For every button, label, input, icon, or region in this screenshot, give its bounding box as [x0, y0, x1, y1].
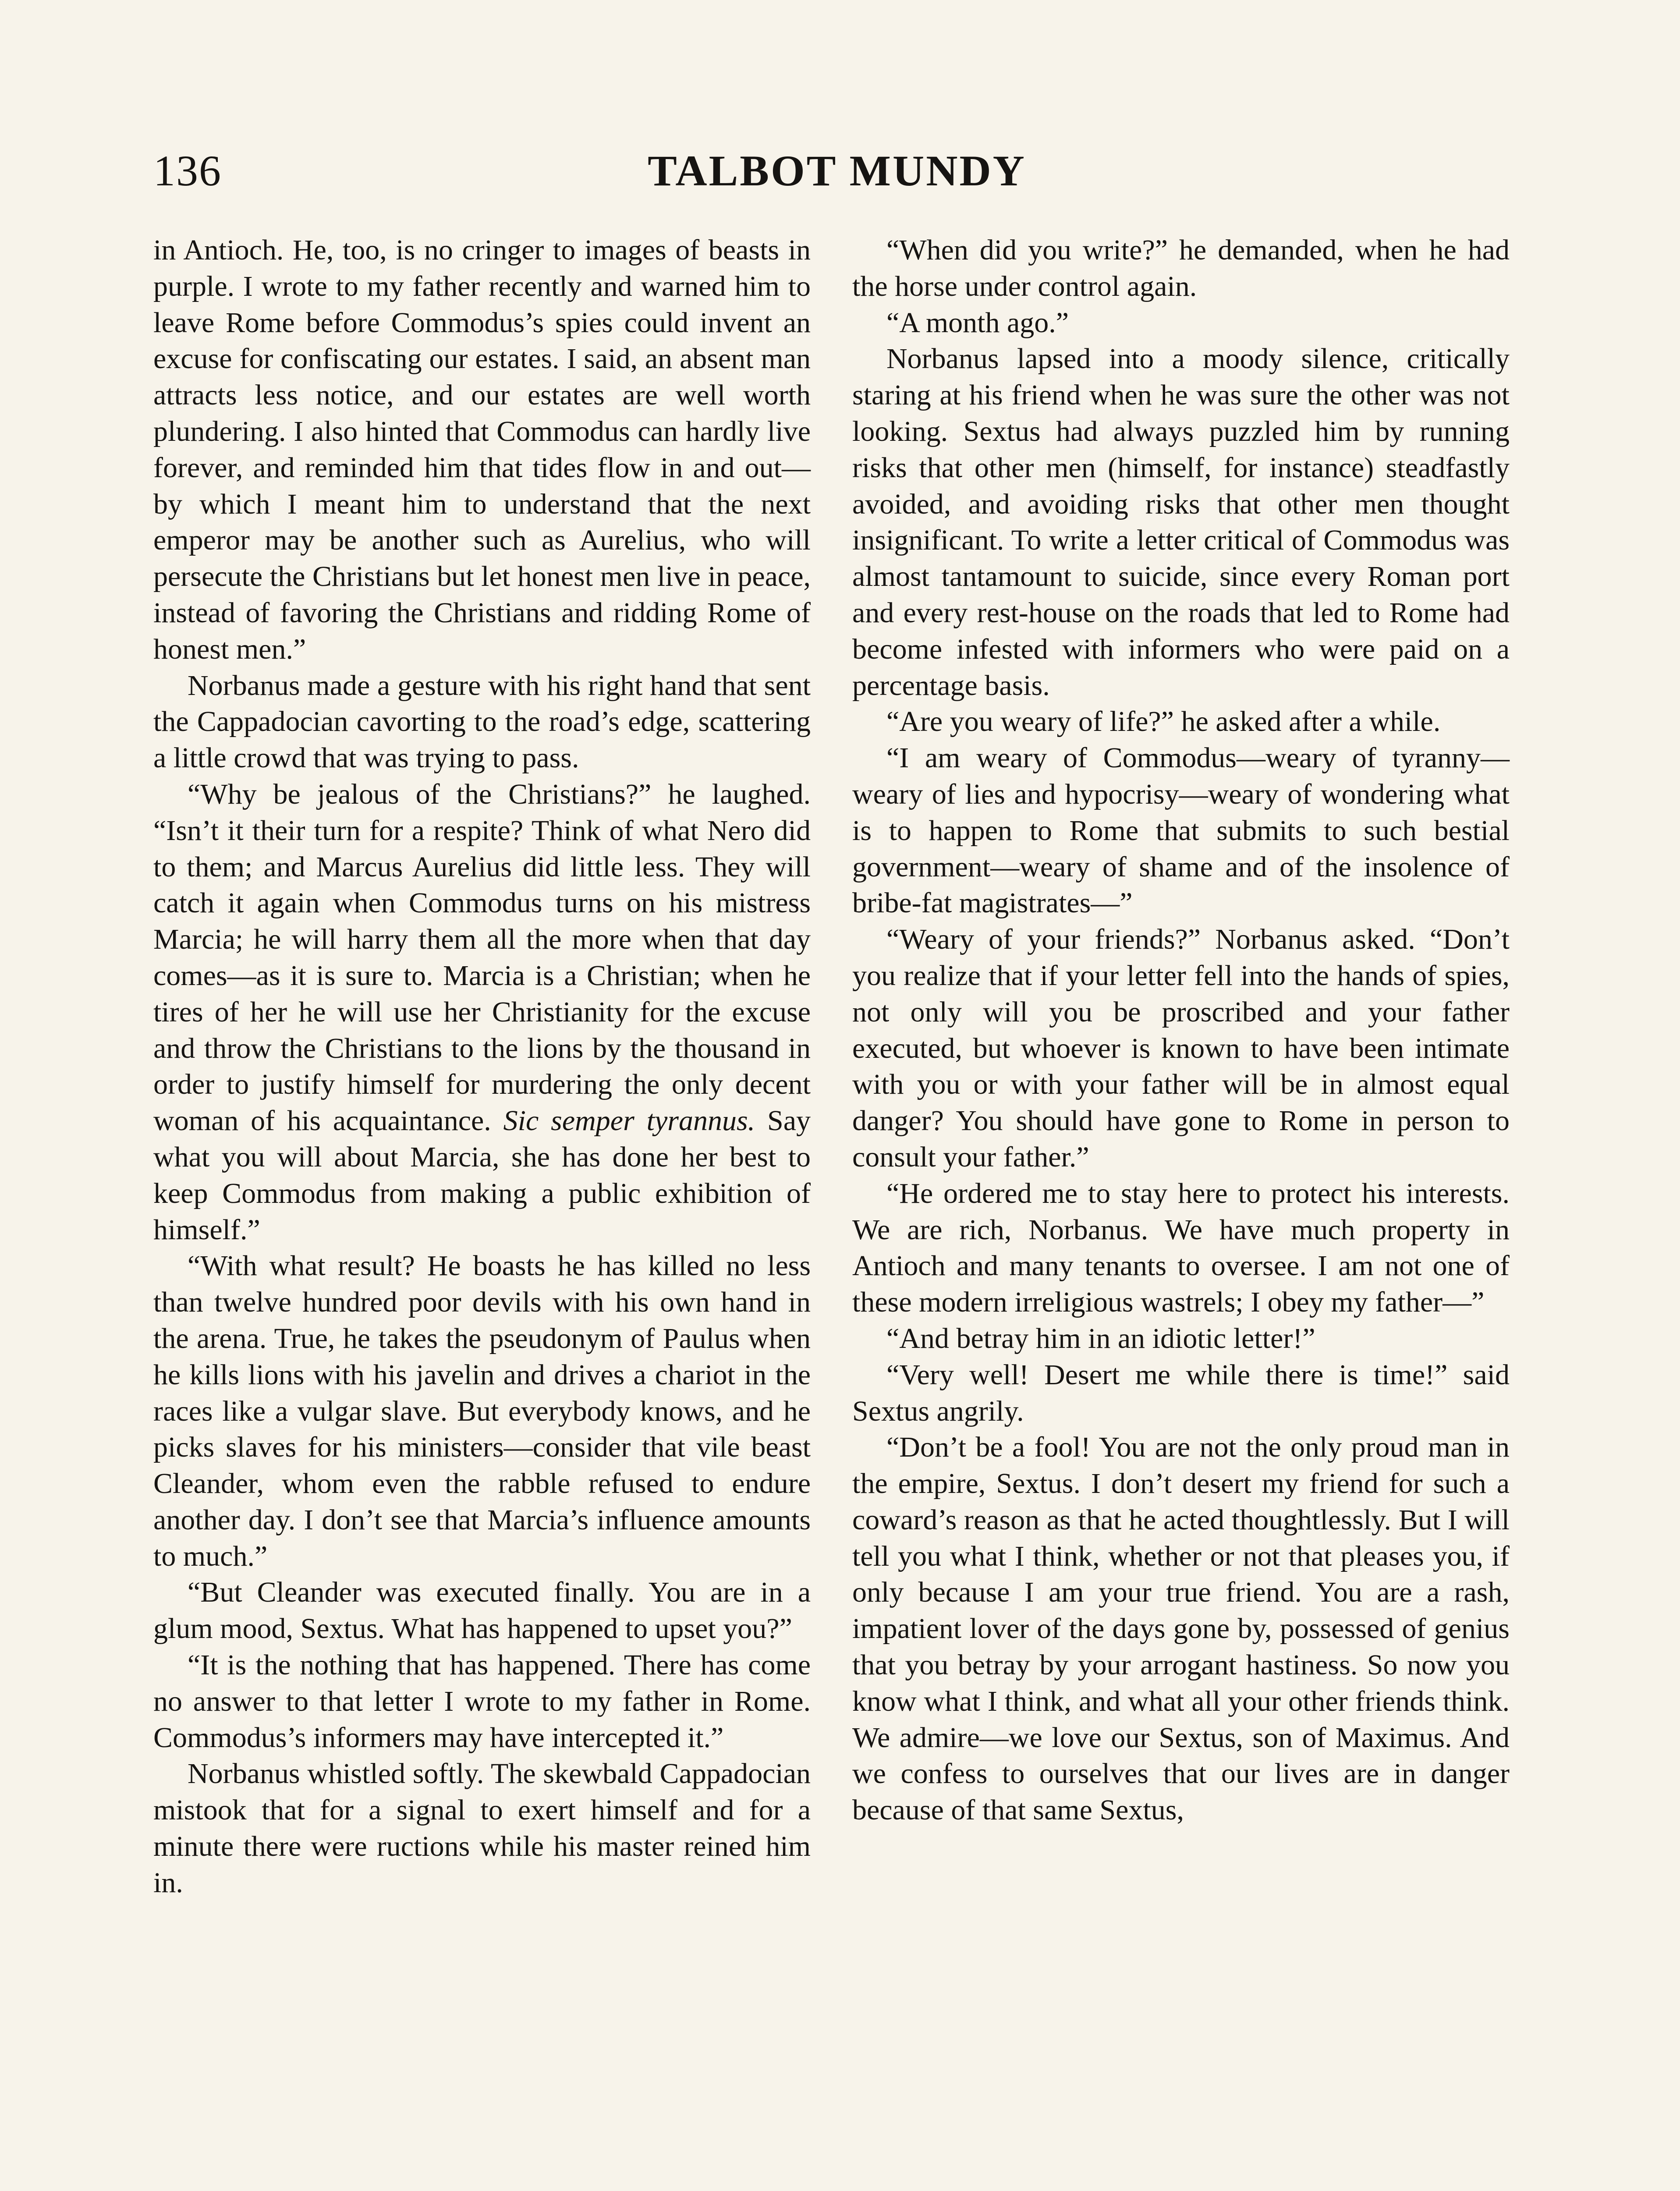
paragraph: “Are you weary of life?” he asked after a while. [886, 706, 1441, 738]
paragraph: “I am weary of Commodus—weary of tyranny—weary of lies and hypocrisy—weary of wondering what is to happen to Rome that submits to such bestial government—weary of shame and of the insolence of bribe-fat magistrates—” [852, 742, 1510, 919]
paragraph: “And betray him in an idiotic letter!” [886, 1322, 1315, 1354]
paragraph: Norbanus lapsed into a moody silence, critically staring at his friend when he was sure the other was not looking. Sextus had always puzzled him by running risks that other men (himself, for instance) steadfastly avoided, and avoiding risks that other men thought insignificant. To write a letter critical of Commodus was almost tantamount to suicide, since every Roman port and every rest-house on the roads that led to Rome had become infested with informers who were paid on a percentage basis. [852, 343, 1510, 702]
left-column [153, 232, 811, 1901]
running-head [153, 140, 1521, 202]
paragraph: “Weary of your friends?” Norbanus asked. “Don’t you realize that if your letter fell into the hands of spies, not only will you be proscribed and your father executed, but whoever is known to have been intimate with you or with your father will be in almost equal danger? You should have gone to Rome in person to consult your father.” [852, 923, 1510, 1173]
paragraph: “A month ago.” [886, 306, 1069, 339]
paragraph: “With what result? He boasts he has killed no less than twelve hundred poor devils with his own hand in the arena. True, he takes the pseudonym of Paulus when he kills lions with his javelin and drives a chariot in the races like a vulgar slave. But everybody knows, and he picks slaves for his ministers—consider that vile beast Cleander, whom even the rabble refused to endure another day. I don’t see that Marcia’s influence amounts to much.” [153, 1250, 811, 1572]
paragraph: “It is the nothing that has happened. There has come no answer to that letter I wrote to my father in Rome. Commodus’s informers may have intercepted it.” [153, 1649, 811, 1754]
paragraph: Norbanus made a gesture with his right hand that sent the Cappadocian cavorting to the road’s edge, scattering a little crowd that was trying to pass. [153, 669, 811, 774]
paragraph: “Very well! Desert me while there is time!” said Sextus angrily. [852, 1358, 1510, 1427]
paragraph: “When did you write?” he demanded, when he had the horse under control again. [852, 234, 1510, 302]
paragraph: “He ordered me to stay here to protect his interests. We are rich, Norbanus. We have much property in Antioch and many tenants to oversee. I am not one of these modern irreligious wastrels; I obey my father—” [852, 1177, 1510, 1319]
paragraph: “Don’t be a fool! You are not the only proud man in the empire, Sextus. I don’t desert my friend for such a coward’s reason as that he acted thoughtlessly. But I will tell you what I think, whether or not that pleases you, if only because I am your true friend. You are a rash, impatient lover of the days gone by, possessed of genius that you betray by your arrogant hastiness. So now you know what I think, and what all your other friends think. We admire—we love our Sextus, son of Maximus. And we confess to ourselves that our lives are in danger because of that same Sextus, [852, 1431, 1510, 1826]
paragraph: “But Cleander was executed finally. You are in a glum mood, Sextus. What has happened to upset you?” [153, 1576, 811, 1645]
right-column [852, 232, 1510, 1829]
paragraph-text: Say what you will about Marcia, she has done her best to keep Commodus from making a public exhibition of himself.” [153, 1105, 811, 1246]
paragraph: Norbanus whistled softly. The skewbald Cappadocian mistook that for a signal to exert himself and for a minute there were ructions while his master reined him in. [153, 1758, 811, 1899]
latin-phrase: Sic semper tyrannus. [503, 1105, 755, 1137]
running-title: TALBOT MUNDY [648, 146, 1026, 195]
paragraph-text: “Why be jealous of the Christians?” he laughed. “Isn’t it their turn for a respite? Think of what Nero did to them; and Marcus Aurelius did little less. They will catch it again when Commodus turns on his mistress Marcia; he will harry them all the more when that day comes—as it is sure to. Marcia is a Christian; when he tires of her he will use her Christianity for the excuse and throw the Christians to the lions by the thousand in order to justify himself for murdering the only decent woman of his acquaintance. [153, 778, 811, 1137]
page-number: 136 [153, 146, 222, 195]
paragraph: in Antioch. He, too, is no cringer to images of beasts in purple. I wrote to my father recently and warned him to leave Rome before Commodus’s spies could invent an excuse for confiscating our estates. I said, an absent man attracts less notice, and our estates are well worth plundering. I also hinted that Commodus can hardly live forever, and reminded him that tides flow in and out—by which I meant him to understand that the next emperor may be another such as Aurelius, who will persecute the Christians but let honest men live in peace, instead of favoring the Christians and ridding Rome of honest men.” [153, 234, 811, 665]
paragraph [153, 776, 811, 1248]
